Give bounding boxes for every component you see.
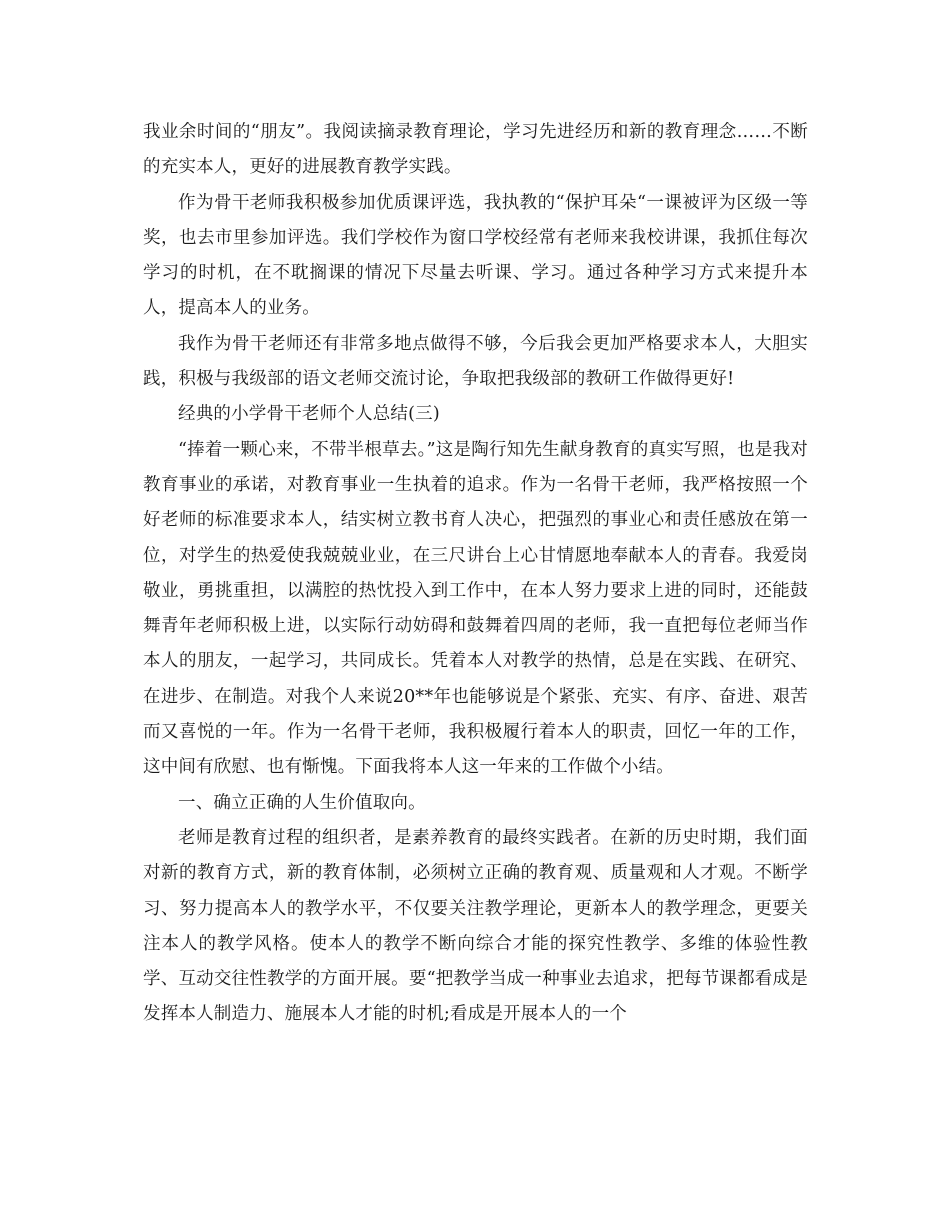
paragraph: 老师是教育过程的组织者，是素养教育的最终实践者。在新的历史时期，我们面对新的教育方式，新的教育体制，必须树立正确的教育观、质量观和人才观。不断学习、努力提高本人的教学水平，不仅要关注教学理论，更新本人的教学理念，更要关注本人的教学风格。使本人的教学不断向综合才能的探究性教学、多维的体验性教学、互动交往性教学的方面开展。要“把教学当成一种事业去追求，把每节课都看成是发挥本人制造力、施展本人才能的时机;看成是开展本人的一个 [143,827,808,1025]
document-body [143,115,808,1033]
section-heading: 经典的小学骨干老师个人总结(三) [178,404,440,425]
paragraph: 我作为骨干老师还有非常多地点做得不够，今后我会更加严格要求本人，大胆实践，积极与我级部的语文老师交流讨论，争取把我级部的教研工作做得更好! [143,333,808,390]
section-heading: 一、确立正确的人生价值取向。 [178,792,426,813]
paragraph: “捧着一颗心来，不带半根草去。”这是陶行知先生献身教育的真实写照，也是我对教育事业的承诺，对教育事业一生执着的追求。作为一名骨干老师，我严格按照一个好老师的标准要求本人，结实树立教书育人决心，把强烈的事业心和责任感放在第一位，对学生的热爱使我兢兢业业，在三尺讲台上心甘情愿地奉献本人的青春。我爱岗敬业，勇挑重担，以满腔的热忱投入到工作中，在本人努力要求上进的同时，还能鼓舞青年老师积极上进，以实际行动妨碍和鼓舞着四周的老师，我一直把每位老师当作本人的朋友，一起学习，共同成长。凭着本人对教学的热情，总是在实践、在研究、在进步、在制造。对我个人来说20**年也能够说是个紧张、充实、有序、奋进、艰苦而又喜悦的一年。作为一名骨干老师，我积极履行着本人的职责，回忆一年的工作，这中间有欣慰、也有惭愧。下面我将本人这一年来的工作做个小结。 [143,439,808,778]
paragraph: 我业余时间的“朋友”。我阅读摘录教育理论，学习先进经历和新的教育理念……不断的充实本人，更好的进展教育教学实践。 [143,122,808,178]
paragraph: 作为骨干老师我积极参加优质课评选，我执教的“保护耳朵“一课被评为区级一等奖，也去市里参加评选。我们学校作为窗口学校经常有老师来我校讲课，我抓住每次学习的时机，在不耽搁课的情况下尽量去听课、学习。通过各种学习方式来提升本人，提高本人的业务。 [143,192,808,319]
